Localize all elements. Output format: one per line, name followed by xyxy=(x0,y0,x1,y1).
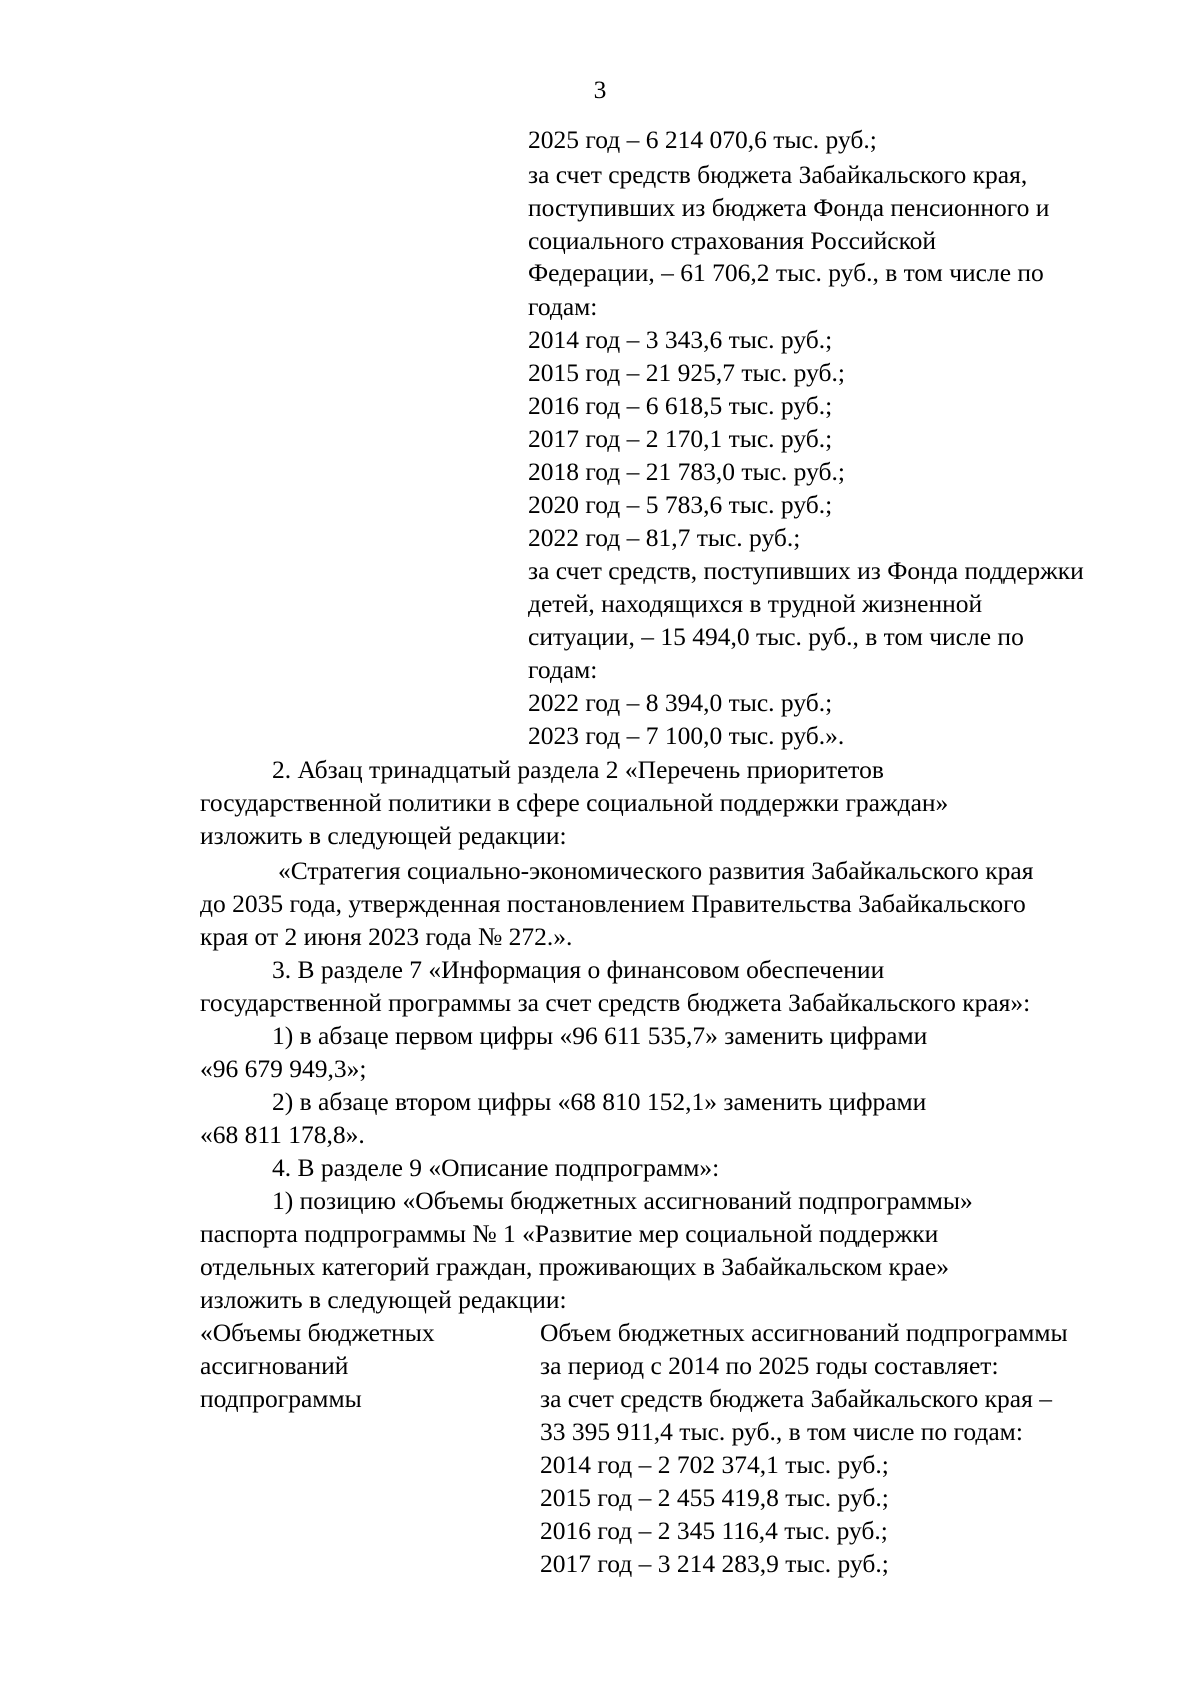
paragraph-line: изложить в следующей редакции: xyxy=(200,1285,567,1314)
paragraph-line: 1) в абзаце первом цифры «96 611 535,7» заменить цифрами xyxy=(272,1021,928,1050)
year-line: 2015 год – 21 925,7 тыс. руб.; xyxy=(528,358,845,387)
paragraph-line: «96 679 949,3»; xyxy=(200,1054,367,1083)
year-line: 2022 год – 8 394,0 тыс. руб.; xyxy=(528,688,833,717)
quote-line: «Стратегия социально-экономического развития Забайкальского края xyxy=(278,856,1034,885)
paragraph-line: 1) позицию «Объемы бюджетных ассигнований подпрограммы» xyxy=(272,1186,973,1215)
paragraph-line: государственной политики в сфере социальной поддержки граждан» xyxy=(200,788,949,817)
paragraph-line: 4. В разделе 9 «Описание подпрограмм»: xyxy=(272,1153,720,1182)
paragraph-line: «68 811 178,8». xyxy=(200,1120,365,1149)
year-line: 2014 год – 3 343,6 тыс. руб.; xyxy=(528,325,833,354)
year-line: 2015 год – 2 455 419,8 тыс. руб.; xyxy=(540,1483,889,1512)
paragraph-line: государственной программы за счет средств бюджета Забайкальского края»: xyxy=(200,988,1031,1017)
funding-source-text: за счет средств бюджета Забайкальского края, xyxy=(528,160,1028,189)
paragraph-line: 2) в абзаце втором цифры «68 810 152,1» заменить цифрами xyxy=(272,1087,927,1116)
year-line: 2020 год – 5 783,6 тыс. руб.; xyxy=(528,490,833,519)
quote-line: края от 2 июня 2023 года № 272.». xyxy=(200,922,573,951)
paragraph-line: отдельных категорий граждан, проживающих в Забайкальском крае» xyxy=(200,1252,950,1281)
passport-right-cell: за период с 2014 по 2025 годы составляет: xyxy=(540,1351,999,1380)
funding-source-text: годам: xyxy=(528,292,598,321)
passport-right-cell: 33 395 911,4 тыс. руб., в том числе по годам: xyxy=(540,1417,1023,1446)
passport-left-cell: подпрограммы xyxy=(200,1384,362,1413)
year-line: 2016 год – 6 618,5 тыс. руб.; xyxy=(528,391,833,420)
page-number: 3 xyxy=(593,75,607,104)
funding-source-text: за счет средств, поступивших из Фонда поддержки xyxy=(528,556,1084,585)
paragraph-line: 2. Абзац тринадцатый раздела 2 «Перечень приоритетов xyxy=(272,755,884,784)
funding-source-text: поступивших из бюджета Фонда пенсионного и xyxy=(528,193,1050,222)
funding-source-text: Федерации, – 61 706,2 тыс. руб., в том числе по xyxy=(528,258,1044,287)
passport-right-cell: Объем бюджетных ассигнований подпрограммы xyxy=(540,1318,1068,1347)
funding-source-text: годам: xyxy=(528,655,598,684)
paragraph-line: 3. В разделе 7 «Информация о финансовом обеспечении xyxy=(272,955,885,984)
year-line: 2017 год – 2 170,1 тыс. руб.; xyxy=(528,424,833,453)
year-line: 2018 год – 21 783,0 тыс. руб.; xyxy=(528,457,845,486)
year-line: 2014 год – 2 702 374,1 тыс. руб.; xyxy=(540,1450,889,1479)
funding-source-text: детей, находящихся в трудной жизненной xyxy=(528,589,983,618)
year-line: 2017 год – 3 214 283,9 тыс. руб.; xyxy=(540,1549,889,1578)
passport-left-cell: ассигнований xyxy=(200,1351,349,1380)
year-line: 2022 год – 81,7 тыс. руб.; xyxy=(528,523,801,552)
funding-source-text: социального страхования Российской xyxy=(528,226,937,255)
year-line: 2025 год – 6 214 070,6 тыс. руб.; xyxy=(528,125,877,154)
passport-right-cell: за счет средств бюджета Забайкальского края – xyxy=(540,1384,1052,1413)
year-line: 2023 год – 7 100,0 тыс. руб.». xyxy=(528,721,845,750)
quote-line: до 2035 года, утвержденная постановлением Правительства Забайкальского xyxy=(200,889,1026,918)
paragraph-line: изложить в следующей редакции: xyxy=(200,821,567,850)
funding-source-text: ситуации, – 15 494,0 тыс. руб., в том числе по xyxy=(528,622,1024,651)
paragraph-line: паспорта подпрограммы № 1 «Развитие мер социальной поддержки xyxy=(200,1219,939,1248)
passport-left-cell: «Объемы бюджетных xyxy=(200,1318,435,1347)
year-line: 2016 год – 2 345 116,4 тыс. руб.; xyxy=(540,1516,888,1545)
